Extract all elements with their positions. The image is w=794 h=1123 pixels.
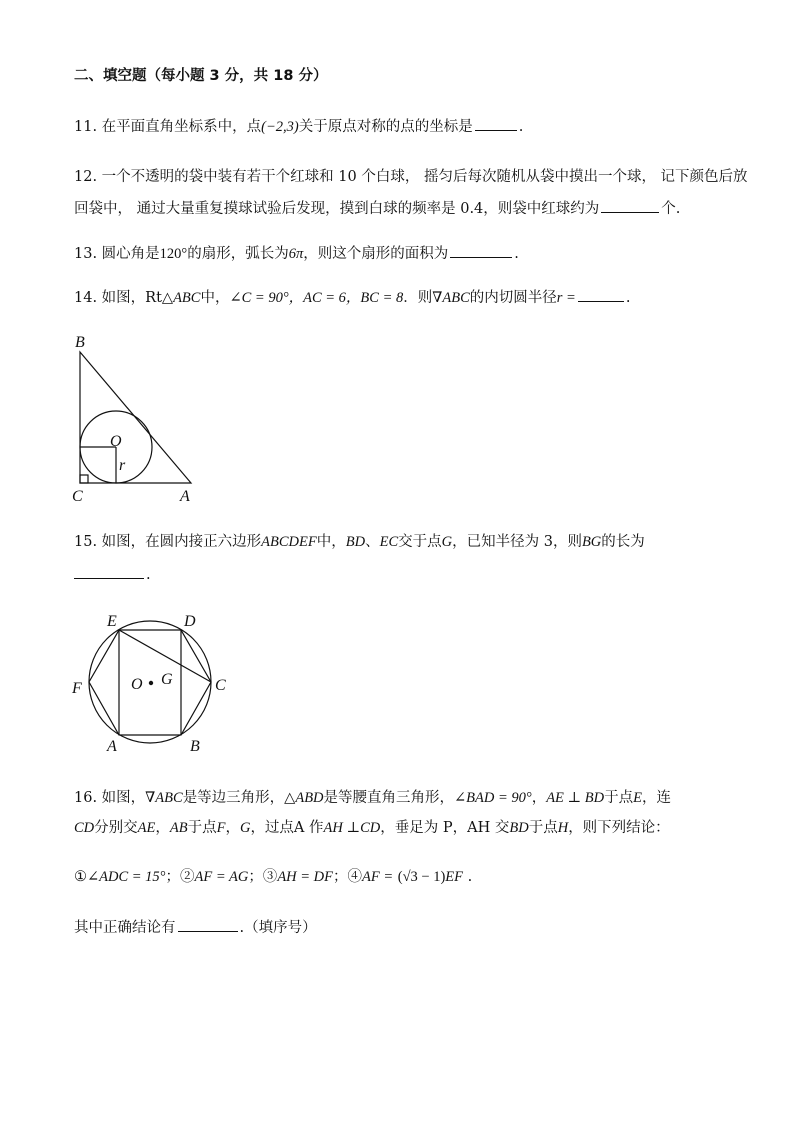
fig15-label-d: D — [184, 613, 196, 630]
q16-text: ，连 — [642, 790, 671, 806]
figure-14-incircle — [66, 330, 206, 510]
q16-sqrt-term: (√3 − 1) — [397, 869, 446, 885]
q16-text: ， — [225, 820, 240, 836]
fig14-label-r: r — [119, 457, 126, 474]
answer-blank[interactable] — [450, 243, 512, 258]
answer-blank[interactable] — [578, 287, 624, 302]
q14-r: r = — [556, 290, 576, 306]
q16-text: ① — [74, 869, 87, 885]
q15-bg: BG — [581, 534, 602, 550]
q14-text-2: 中， — [200, 290, 230, 306]
q15-g: G — [441, 534, 453, 550]
question-number: 15. — [74, 534, 98, 550]
q16-text: ，垂足为 P，AH 交 — [380, 820, 510, 836]
q14-triangle-2: ∇ABC — [432, 290, 470, 306]
q16-math: H — [557, 820, 569, 836]
q16-math: EF — [445, 869, 464, 885]
question-15-line-2 — [74, 564, 151, 585]
q16-text: .（填序号） — [239, 920, 317, 936]
question-16-line-1 — [74, 788, 671, 808]
answer-blank[interactable] — [74, 564, 144, 579]
question-11 — [74, 116, 523, 137]
question-13 — [74, 243, 519, 264]
q16-conclusion-1: ∠ADC = 15° — [87, 869, 166, 885]
question-12-line-2 — [74, 198, 680, 219]
q15-text-1: 如图，在圆内接正六边形 — [101, 534, 262, 550]
q11-text-1: 在平面直角坐标系中，点 — [101, 119, 262, 135]
q16-conclusion-3: AH = DF — [277, 869, 334, 885]
q16-math: G — [239, 820, 251, 836]
q11-period: . — [518, 119, 524, 135]
q16-math: CD — [74, 820, 95, 836]
q16-math: ABD — [295, 790, 324, 806]
question-15-line-1 — [74, 532, 645, 552]
q13-text-2: 的扇形，弧长为 — [187, 246, 289, 262]
q16-text: 是等边三角形，△ — [182, 790, 296, 806]
q16-text: 于点 — [528, 820, 558, 836]
q12-text-1: 一个不透明的袋中装有若干个红球和 10 个白球， 摇匀后每次随机从袋中摸出一个球， 记下颜色后放 — [101, 169, 748, 185]
q14-triangle: ABC — [173, 290, 201, 306]
q16-text: ；② — [165, 869, 195, 885]
q16-text: 于点 — [187, 820, 217, 836]
q16-math: BD — [509, 820, 529, 836]
q16-math: AB — [169, 820, 188, 836]
question-number: 11. — [74, 119, 98, 135]
q12-text-2: 回袋中， 通过大量重复摸球试验后发现，摸到白球的频率是 0.4，则袋中红球约为 — [74, 201, 600, 217]
question-number: 16. — [74, 790, 98, 806]
answer-blank[interactable] — [475, 116, 517, 131]
fig15-label-g: G — [161, 671, 173, 688]
q12-text-3: 个. — [661, 201, 681, 217]
answer-blank[interactable] — [601, 198, 659, 213]
q13-period: . — [514, 246, 519, 262]
q16-conclusion-4: AF = — [362, 869, 394, 885]
answer-blank[interactable] — [178, 917, 238, 932]
fig15-label-a: A — [107, 738, 117, 755]
q16-text: 是等腰直角三角形， — [323, 790, 455, 806]
q16-text: ， — [155, 820, 170, 836]
question-number: 12. — [74, 169, 98, 185]
question-16-line-2 — [74, 818, 670, 838]
q16-math: ∇ABC — [145, 790, 183, 806]
q16-text: . — [467, 869, 473, 885]
q16-math: AH ⊥CD — [323, 820, 381, 836]
q16-math: AE ⊥ BD — [546, 790, 605, 806]
q16-math: F — [216, 820, 226, 836]
q15-bd: BD — [345, 534, 366, 550]
q15-text-2: 中， — [316, 534, 346, 550]
q14-period: . — [625, 290, 631, 306]
q13-angle: 120° — [159, 246, 188, 262]
q16-text: ；④ — [333, 869, 363, 885]
q14-conditions: ∠C = 90°，AC = 6，BC = 8 — [229, 290, 404, 306]
q13-arc: 6π — [288, 246, 304, 262]
fig15-label-o: O — [131, 676, 143, 693]
q15-text-6: 的长为 — [601, 534, 645, 550]
fig14-label-b: B — [75, 334, 85, 351]
fig14-label-c: C — [72, 488, 83, 505]
q15-text-3: 、 — [365, 534, 380, 550]
q16-math: ∠BAD = 90° — [454, 790, 532, 806]
q14-text-1: 如图，Rt△ — [101, 290, 174, 306]
question-14 — [74, 287, 630, 308]
q11-text-2: 关于原点对称的点的坐标是 — [298, 119, 473, 135]
question-12-line-1 — [74, 167, 748, 187]
q15-hexagon: ABCDEF — [261, 534, 317, 550]
fig15-label-c: C — [215, 677, 226, 694]
q15-ec: EC — [379, 534, 399, 550]
q16-text: 分别交 — [94, 820, 138, 836]
q13-text-3: ，则这个扇形的面积为 — [303, 246, 449, 262]
fig14-label-o: O — [110, 433, 122, 450]
q16-text: ，过点A 作 — [250, 820, 324, 836]
fig14-label-a: A — [180, 488, 190, 505]
fig15-label-f: F — [72, 680, 82, 697]
figure-15-hexagon — [66, 606, 246, 756]
q14-text-3: ．则 — [403, 290, 433, 306]
fig15-label-b: B — [190, 738, 200, 755]
q16-text: 于点 — [604, 790, 634, 806]
q16-text: 如图， — [101, 790, 146, 806]
q15-period: . — [146, 567, 151, 583]
q16-math: E — [633, 790, 642, 806]
question-number: 14. — [74, 290, 98, 306]
q16-conclusion-2: AF = AG — [194, 869, 249, 885]
question-16-line-4 — [74, 917, 317, 938]
question-number: 13. — [74, 246, 98, 262]
q16-text: ， — [531, 790, 547, 806]
q16-text: ，则下列结论： — [568, 820, 670, 836]
question-16-line-3 — [74, 867, 472, 887]
fig15-label-e: E — [107, 613, 117, 630]
q13-text-1: 圆心角是 — [101, 246, 160, 262]
q16-text: 其中正确结论有 — [74, 920, 176, 936]
q14-text-4: 的内切圆半径 — [469, 290, 557, 306]
q11-point: (−2,3) — [261, 119, 299, 135]
section-title: 二、填空题（每小题 3 分，共 18 分） — [74, 68, 328, 84]
q16-math: AE — [137, 820, 156, 836]
q16-text: ；③ — [248, 869, 278, 885]
q15-text-4: 交于点 — [398, 534, 442, 550]
q15-text-5: ，已知半径为 3，则 — [452, 534, 582, 550]
